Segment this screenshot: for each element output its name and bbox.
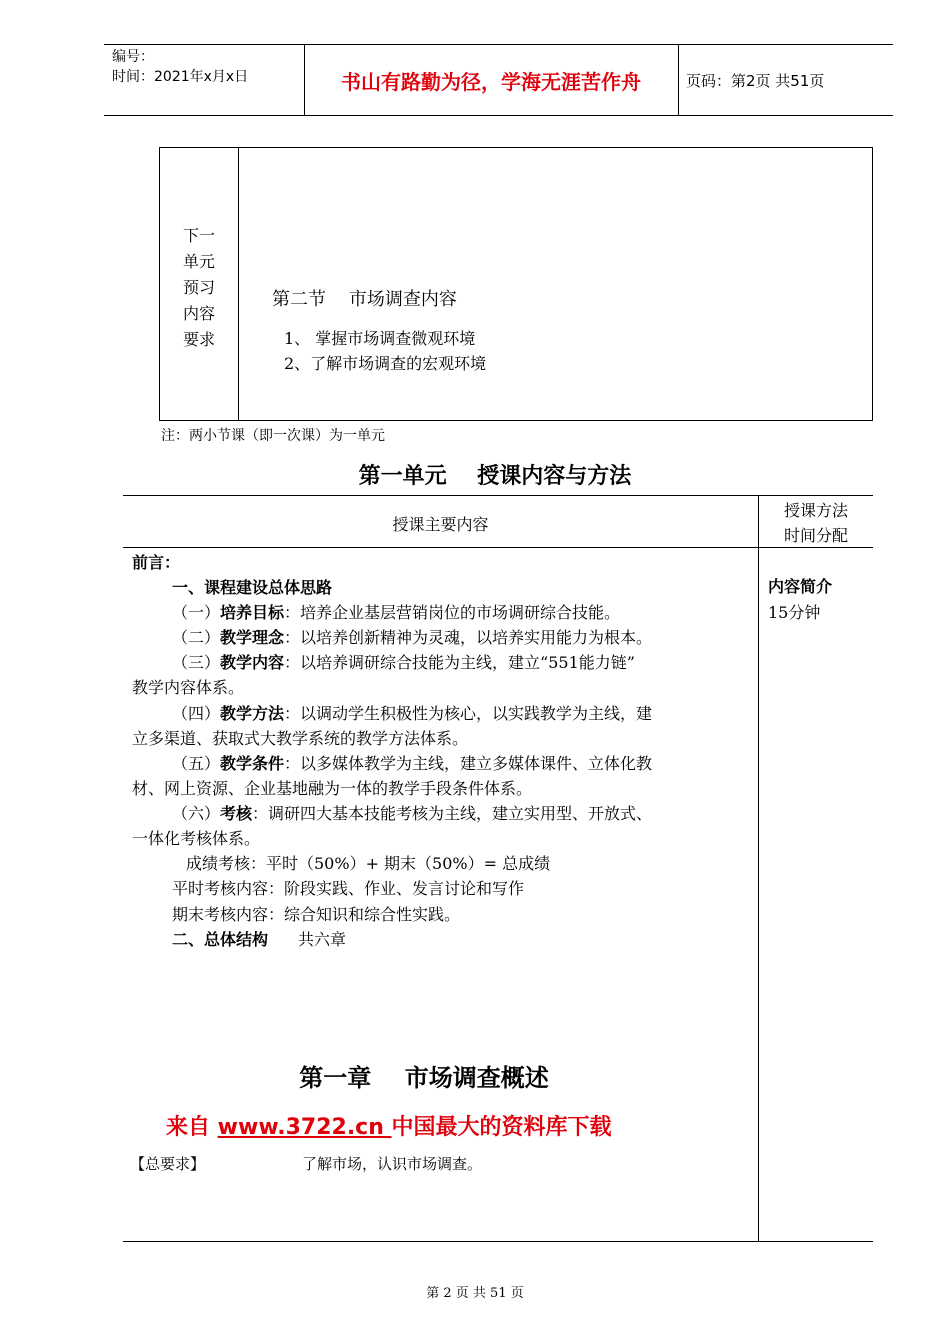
requirement-tag: 【总要求】	[130, 1155, 206, 1173]
doc-number-label: 编号：	[112, 49, 154, 65]
side-time: 15分钟	[768, 603, 821, 622]
preview-section-title: 第二节 市场调查内容	[272, 289, 457, 310]
structure-heading: 二、总体结构 共六章	[172, 930, 347, 949]
paragraph-line: 教学内容体系。	[132, 678, 245, 697]
paragraph-line: （六）考核：调研四大基本技能考核为主线，建立实用型、开放式、	[172, 804, 653, 823]
source-banner	[166, 1110, 612, 1141]
paragraph-line: 一体化考核体系。	[132, 829, 261, 848]
paragraph-line: （一）培养目标：培养企业基层营销岗位的市场调研综合技能。	[172, 603, 621, 622]
preview-item: 1、 掌握市场调查微观环境	[284, 329, 476, 348]
requirement-text: 了解市场，认识市场调查。	[302, 1155, 483, 1173]
header-meta	[112, 47, 248, 87]
header-divider	[678, 45, 679, 115]
preview-label-line: 预习	[182, 278, 215, 297]
table-bottom-border	[123, 1241, 873, 1242]
paragraph-line: （三）教学内容：以培养调研综合技能为主线，建立“551能力链”	[172, 653, 635, 672]
side-title: 内容简介	[768, 577, 833, 596]
paragraph-line: 材、网上资源、企业基地融为一体的教学手段条件体系。	[132, 779, 533, 798]
preface-label: 前言：	[132, 553, 181, 572]
column-header-main: 授课主要内容	[392, 515, 489, 534]
column-header-side-line: 时间分配	[783, 526, 848, 545]
preview-table	[159, 147, 873, 421]
preview-label-line: 要求	[182, 330, 215, 349]
paragraph-line: （四）教学方法：以调动学生积极性为核心，以实践教学为主线，建	[172, 704, 653, 723]
preview-label-line: 下一	[182, 226, 215, 245]
source-suffix: 中国最大的资料库下载	[391, 1115, 612, 1140]
unit-note: 注：两小节课（即一次课）为一单元	[161, 428, 385, 444]
section-heading: 一、课程建设总体思路	[172, 578, 333, 597]
chapter-title: 第一章 市场调查概述	[299, 1063, 549, 1092]
column-header-side	[759, 498, 873, 548]
preview-item: 2、了解市场调查的宏观环境	[284, 354, 487, 373]
page-header	[104, 44, 893, 116]
paragraph-line: 立多渠道、获取式大教学系统的教学方法体系。	[132, 729, 469, 748]
table-column-divider	[758, 495, 759, 1241]
source-prefix: 来自	[166, 1115, 218, 1140]
preview-label	[160, 223, 238, 353]
page-footer: 第 2 页 共 51 页	[426, 1286, 524, 1301]
final-assessment: 期末考核内容：综合知识和综合性实践。	[172, 905, 461, 924]
preview-label-line: 单元	[182, 252, 215, 271]
column-header-side-line: 授课方法	[783, 501, 848, 520]
paragraph-line: （五）教学条件：以多媒体教学为主线，建立多媒体课件、立体化教	[172, 754, 653, 773]
table-top-border	[123, 495, 873, 496]
unit-title: 第一单元 授课内容与方法	[358, 464, 632, 489]
header-motto: 书山有路勤为径，学海无涯苦作舟	[341, 69, 641, 94]
preview-label-line: 内容	[182, 304, 215, 323]
header-page-info: 页码：第2页 共51页	[686, 71, 825, 90]
source-link[interactable]: www.3722.cn	[217, 1115, 392, 1140]
grade-formula: 成绩考核：平时（50%）+ 期末（50%）= 总成绩	[186, 854, 551, 873]
preview-divider	[238, 148, 239, 420]
usual-assessment: 平时考核内容：阶段实践、作业、发言讨论和写作	[172, 879, 525, 898]
doc-date-label: 时间：2021年x月x日	[112, 69, 249, 85]
paragraph-line: （二）教学理念：以培养创新精神为灵魂，以培养实用能力为根本。	[172, 628, 653, 647]
